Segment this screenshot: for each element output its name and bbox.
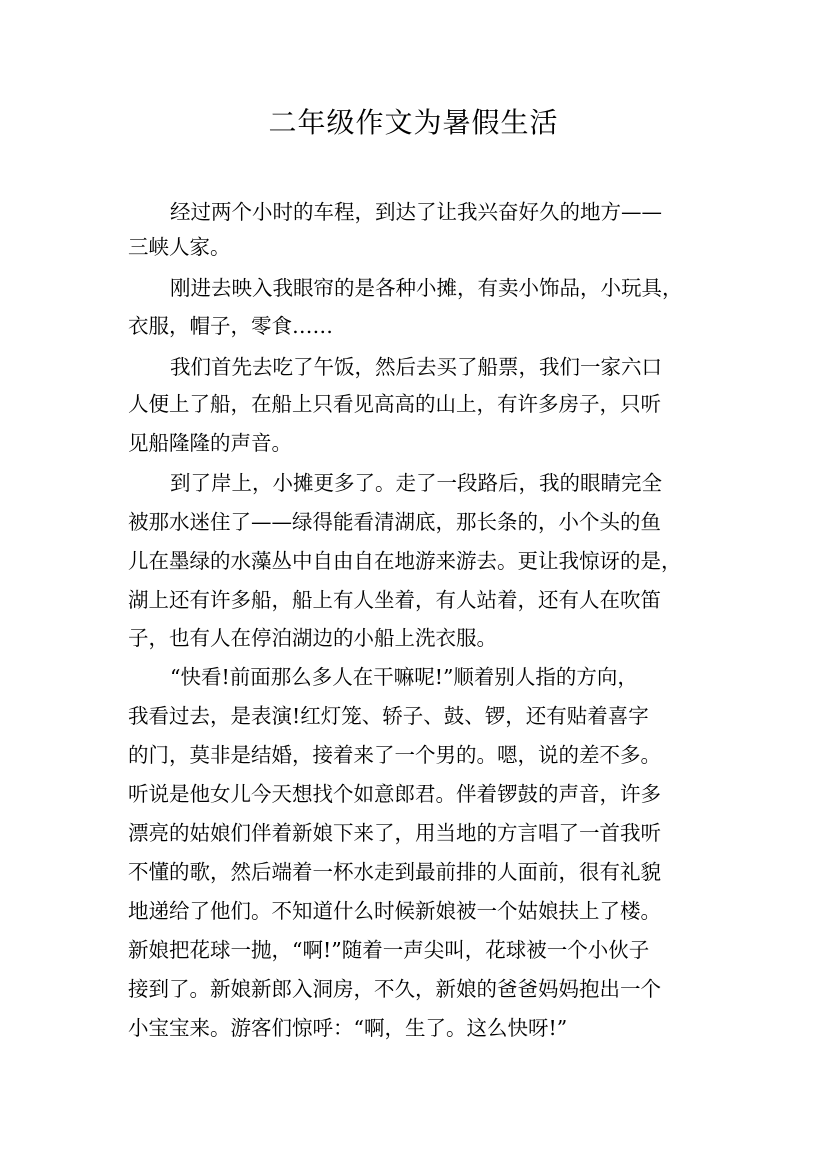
text-line: 漂亮的姑娘们伴着新娘下来了，用当地的方言唱了一首我听: [128, 821, 661, 845]
text-line: 被那水迷住了——绿得能看清湖底，那长条的，小个头的鱼: [128, 510, 661, 534]
text-line: 三峡人家。: [128, 235, 231, 259]
text-line: “快看!前面那么多人在干嘛呢!”顺着别人指的方向，: [170, 665, 638, 689]
text-line: 人便上了船，在船上只看见高高的山上，有许多房子，只听: [128, 392, 661, 416]
text-line: 子，也有人在停泊湖边的小船上洗衣服。: [128, 626, 497, 650]
text-line: 我们首先去吃了午饭，然后去买了船票，我们一家六口: [170, 355, 662, 379]
text-line: 新娘把花球一抛，“啊!”随着一声尖叫，花球被一个小伙子: [128, 938, 650, 962]
text-line: 我看过去，是表演!红灯笼、轿子、鼓、锣，还有贴着喜字: [128, 704, 649, 728]
text-line: 见船隆隆的声音。: [128, 431, 292, 455]
text-line: 儿在墨绿的水藻丛中自由自在地游来游去。更让我惊讶的是，: [128, 549, 682, 573]
text-line: 地递给了他们。不知道什么时候新娘被一个姑娘扶上了楼。: [128, 899, 661, 923]
text-line: 湖上还有许多船，船上有人坐着，有人站着，还有人在吹笛: [128, 588, 661, 612]
text-line: 不懂的歌，然后端着一杯水走到最前排的人面前，很有礼貌: [128, 860, 661, 884]
text-line: 的门，莫非是结婚，接着来了一个男的。嗯，说的差不多。: [128, 743, 661, 767]
text-line: 小宝宝来。游客们惊呼：“啊，生了。这么快呀!”: [128, 1016, 568, 1040]
text-line: 经过两个小时的车程，到达了让我兴奋好久的地方——: [170, 200, 662, 224]
text-line: 到了岸上，小摊更多了。走了一段路后，我的眼睛完全: [170, 471, 662, 495]
text-line: 接到了。新娘新郎入洞房，不久，新娘的爸爸妈妈抱出一个: [128, 977, 661, 1001]
text-line: 听说是他女儿今天想找个如意郎君。伴着锣鼓的声音，许多: [128, 782, 661, 806]
document-title: 二年级作文为暑假生活: [268, 106, 559, 139]
text-line: 衣服，帽子，零食……: [128, 314, 333, 338]
text-line: 刚进去映入我眼帘的是各种小摊，有卖小饰品，小玩具，: [170, 276, 683, 300]
